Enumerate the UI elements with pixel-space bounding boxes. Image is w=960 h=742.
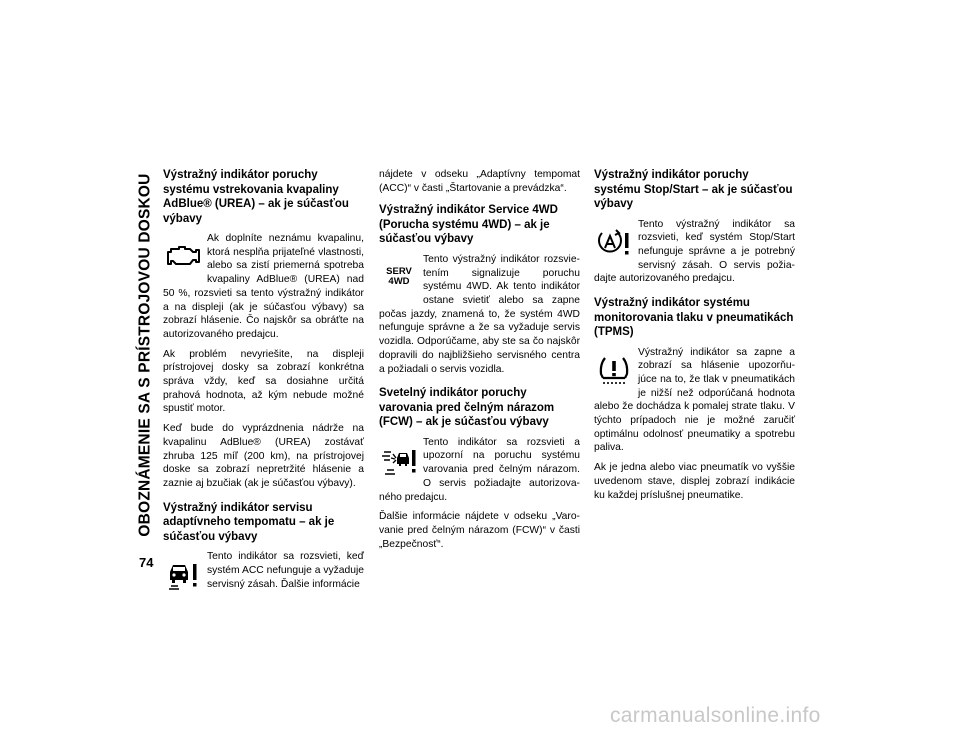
paragraph: Ak doplníte neznámu kvapalinu, ktorá nesplňa prijateľné vlastnosti, alebo sa zistí priemerná spotreba kvapaliny AdBlue® (UREA) nad 50 %, rozsvieti sa tento výstražný indikátor a na displeji (ak je súčasťou výbavy) sa zobrazí hlásenie. Čo najskôr sa obráťte na autorizovaného predajcu. [163, 233, 364, 340]
column-2 [379, 168, 580, 557]
paragraph: Tento indikátor sa rozsvieti a upozorní na poruchu systému varovania pred čelným nárazom. O servis požiadajte autorizova- ného predajcu. [379, 436, 580, 503]
paragraph: Ďalšie informácie nájdete v odseku „Varo- vanie pred čelným nárazom (FCW)“ v časti „Bezpečnosť“. [379, 511, 580, 550]
heading-stop-start: Výstražný indikátor poruchy systému Stop/Start – ak je súčasťou výbavy [594, 169, 793, 210]
heading-tpms: Výstražný indikátor systému monitorovania tlaku v pneumatikách (TPMS) [594, 297, 794, 339]
paragraph: Tento výstražný indikátor rozsvie- tením signalizuje poruchu systému 4WD. Ak tento indikátor ostane svietiť alebo sa zapne počas jazdy, znamená to, že systém 4WD nefunguje správne a že sa vyžaduje servis vozidla. Odporúčame, aby ste sa čo najskôr dopravili do najbližšieho servisného centra a požiadali o servis vozidla. [379, 253, 580, 375]
page-number: 74 [139, 555, 154, 570]
paragraph: Tento výstražný indikátor sa rozsvieti, keď systém Stop/Start nefunguje správne a je potrebný servisný zásah. O servis požia- dajte autorizovaného predajcu. [594, 218, 795, 285]
fcw-icon [379, 440, 419, 480]
tpms-icon [594, 350, 634, 390]
paragraph: Ak je jedna alebo viac pneumatík vo vyššie uvedenom stave, displej zobrazí indikácie ku každej príslušnej pneumatike. [594, 462, 795, 501]
paragraph: Výstražný indikátor sa zapne a zobrazí sa hlásenie upozorňu- júce na to, že tlak v pneumatikách je nižší než odporúčaná hodnota alebo že dochádza k pomalej strate tlaku. V týchto prípadoch nie je možné zaručiť optimálnu odolnosť pneumatiky a spotrebu paliva. [594, 346, 795, 454]
side-section-title: OBOZNÁMENIE SA S PRÍSTROJOVOU DOSKOU [137, 173, 155, 537]
column-3 [594, 168, 795, 508]
paragraph: nájdete v odseku „Adaptívny tempomat (ACC)“ v časti „Štartovanie a prevádzka“. [379, 169, 580, 194]
paragraph: Tento indikátor sa rozsvieti, keď systém ACC nefunguje a vyžaduje servisný zásah. Ďalšie informácie [207, 551, 364, 590]
acc-service-icon [163, 554, 203, 594]
stop-start-icon [594, 222, 634, 262]
heading-adblue: Výstražný indikátor poruchy systému vstrekovania kvapaliny AdBlue® (UREA) – ak je súčasťou výbavy [163, 169, 349, 225]
heading-fcw: Svetelný indikátor poruchy varovania pred čelným nárazom (FCW) – ak je súčasťou výbavy [379, 387, 555, 429]
heading-acc: Výstražný indikátor servisu adaptívneho tempomatu – ak je súčasťou výbavy [163, 501, 335, 543]
engine-icon [163, 236, 203, 276]
watermark: carmanualsonline.info [610, 704, 821, 727]
paragraph: Ak problém nevyriešite, na displeji prístrojovej dosky sa zobrazí konkrétna správa vždy, keď sa dosiahne určitá prahová hodnota, až kým nebude možné spustiť motor. [163, 348, 364, 415]
heading-4wd: Výstražný indikátor Service 4WD (Porucha systému 4WD) – ak je súčasťou výbavy [379, 204, 558, 246]
serv-4wd-icon: SERV 4WD [386, 265, 412, 287]
column-1 [163, 168, 364, 597]
paragraph: Keď bude do vyprázdnenia nádrže na kvapalinu AdBlue® (UREA) zostávať zhruba 125 míľ (200 km), na prístrojovej doske sa zobrazí nepretržité hlásenie a zaznie aj bzučiak (ak je súčasťou výbavy). [163, 423, 364, 489]
